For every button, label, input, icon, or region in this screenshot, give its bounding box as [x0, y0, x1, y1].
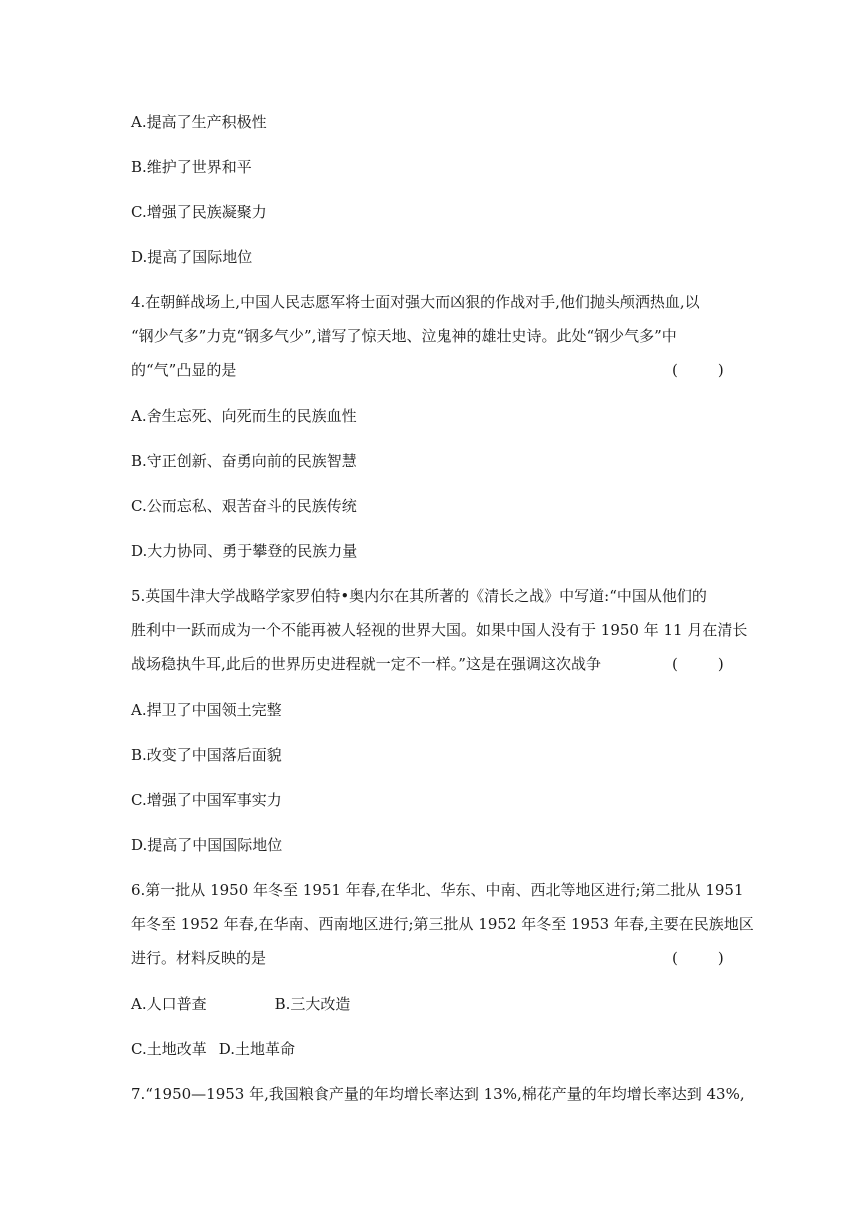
q3-option-c: C.增强了民族凝聚力 — [131, 203, 267, 221]
q3-option-b: B.维护了世界和平 — [131, 158, 252, 176]
q5-option-a: A.捍卫了中国领土完整 — [131, 701, 282, 719]
q6-option-c: C.土地改革 — [131, 1040, 207, 1058]
q6-stem-line-2: 年冬至 1952 年春,在华南、西南地区进行;第三批从 1952 年冬至 1953 年春,主要在民族地区 — [131, 915, 754, 933]
q4-stem-line-1: 4.在朝鲜战场上,中国人民志愿军将士面对强大而凶狠的作战对手,他们抛头颅洒热血,以 — [131, 293, 700, 311]
q4-option-a: A.舍生忘死、向死而生的民族血性 — [131, 407, 357, 425]
q4-option-b: B.守正创新、奋勇向前的民族智慧 — [131, 452, 357, 470]
q4-option-d: D.大力协同、勇于攀登的民族力量 — [131, 542, 358, 560]
q4-answer-bracket: () — [672, 361, 764, 379]
q6-stem-line-1: 6.第一批从 1950 年冬至 1951 年春,在华北、华东、中南、西北等地区进行;第二批从 1951 — [131, 881, 744, 899]
q6-options-row-1 — [131, 994, 731, 1014]
q6-options-row-2 — [131, 1039, 731, 1059]
q7-stem-line-1: 7.“1950—1953 年,我国粮食产量的年均增长率达到 13%,棉花产量的年均增长率达到 43%, — [131, 1085, 745, 1103]
q3-option-d: D.提高了国际地位 — [131, 248, 253, 266]
q5-option-b: B.改变了中国落后面貌 — [131, 746, 282, 764]
q4-stem-line-2: “钢少气多”力克“钢多气少”,谱写了惊天地、泣鬼神的雄壮史诗。此处“钢少气多”中 — [131, 327, 677, 345]
q5-stem-line-3: 战场稳执牛耳,此后的世界历史进程就一定不一样。”这是在强调这次战争 — [131, 655, 601, 673]
q5-option-c: C.增强了中国军事实力 — [131, 791, 282, 809]
q6-answer-bracket: () — [672, 949, 764, 967]
q5-option-d: D.提高了中国国际地位 — [131, 836, 283, 854]
q6-stem-line-3: 进行。材料反映的是 — [131, 949, 267, 967]
q5-answer-bracket: () — [672, 655, 764, 673]
q4-option-c: C.公而忘私、艰苦奋斗的民族传统 — [131, 497, 357, 515]
q6-option-b: B.三大改造 — [274, 995, 351, 1013]
q6-option-a: A.人口普查 — [131, 995, 207, 1013]
q3-option-a: A.提高了生产积极性 — [131, 113, 267, 131]
q5-stem-line-1: 5.英国牛津大学战略学家罗伯特•奥内尔在其所著的《清长之战》中写道:“中国从他们的 — [131, 587, 707, 605]
q4-stem-line-3: 的“气”凸显的是 — [131, 361, 237, 379]
q6-option-d: D.土地革命 — [218, 1040, 295, 1058]
q5-stem-line-2: 胜利中一跃而成为一个不能再被人轻视的世界大国。如果中国人没有于 1950 年 11 月在清长 — [131, 621, 748, 639]
